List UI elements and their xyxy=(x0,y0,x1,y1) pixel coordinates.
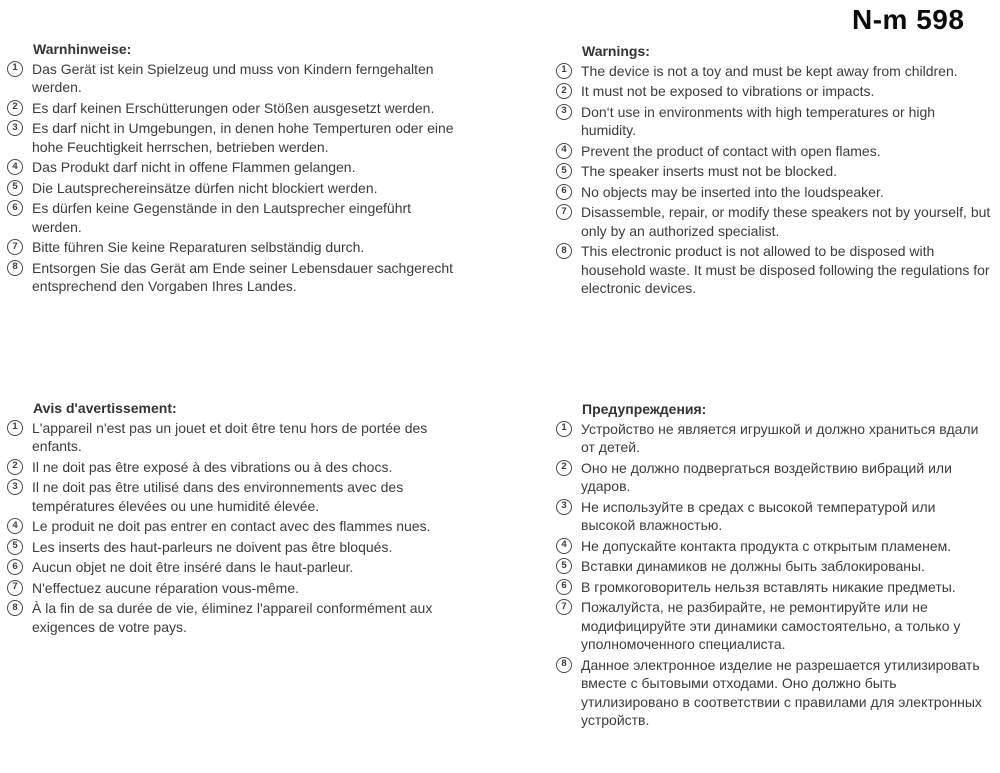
warning-item xyxy=(7,158,455,177)
warning-item xyxy=(7,238,455,257)
item-number-badge: 7 xyxy=(556,599,572,615)
warning-text: Le produit ne doit pas entrer en contact avec des flammes nues. xyxy=(32,518,431,534)
warning-item xyxy=(7,199,455,236)
warning-text: Das Gerät ist kein Spielzeug und muss von Kindern ferngehalten werden. xyxy=(32,60,434,95)
item-number-badge: 1 xyxy=(7,420,23,436)
warning-item xyxy=(7,458,455,477)
section-title-fr: Avis d'avertissement: xyxy=(33,400,177,416)
warning-item xyxy=(7,179,455,198)
warning-item xyxy=(556,82,992,101)
item-number-badge: 5 xyxy=(7,539,23,555)
item-number-badge: 6 xyxy=(7,200,23,216)
warning-item xyxy=(556,62,992,81)
warning-item xyxy=(556,557,992,576)
warning-item xyxy=(556,142,992,161)
warning-item xyxy=(556,598,992,654)
item-number-badge: 7 xyxy=(556,204,572,220)
warning-text: Пожалуйста, не разбирайте, не ремонтируйте или не модифицируйте эти динамики самостоятельно, а только у уполномоченного специалиста. xyxy=(581,599,961,652)
warning-text: Die Lautsprechereinsätze dürfen nicht blockiert werden. xyxy=(32,179,378,196)
warning-text: No objects may be inserted into the loudspeaker. xyxy=(581,183,884,200)
warning-text: It must not be exposed to vibrations or impacts. xyxy=(581,83,875,99)
warning-text: Don‘t use in environments with high temperatures or high humidity. xyxy=(581,103,936,138)
item-number-badge: 8 xyxy=(556,243,572,259)
warning-text: Es dürfen keine Gegenstände in den Lautsprecher eingeführt werden. xyxy=(32,200,412,235)
warning-text: Aucun objet ne doit être inséré dans le haut-parleur. xyxy=(32,559,354,575)
warning-item xyxy=(7,60,455,97)
warning-text: The speaker inserts must not be blocked. xyxy=(581,163,838,179)
warning-text: Das Produkt darf nicht in offene Flammen gelangen. xyxy=(32,159,356,175)
warning-item xyxy=(7,99,455,118)
warning-list-en xyxy=(556,62,992,298)
warning-list-ru xyxy=(556,420,992,730)
item-number-badge: 6 xyxy=(556,579,572,595)
item-number-badge: 2 xyxy=(7,100,23,116)
section-title-ru: Предупреждения: xyxy=(582,401,707,417)
item-number-badge: 2 xyxy=(556,460,572,476)
warning-item xyxy=(7,579,455,598)
section-warnings-ru xyxy=(556,400,992,732)
warning-list-de xyxy=(7,60,455,296)
warning-text: Bitte führen Sie keine Reparaturen selbständig durch. xyxy=(32,239,365,255)
warning-item xyxy=(556,162,992,181)
item-number-badge: 4 xyxy=(7,518,23,534)
warning-text: Prevent the product of contact with open flames. xyxy=(581,142,881,159)
warning-text: Не используйте в средах с высокой температурой или высокой влажностью. xyxy=(581,498,936,533)
warning-text: Не допускайте контакта продукта с открытым пламенем. xyxy=(581,537,952,554)
warning-text: Disassemble, repair, or modify these speakers not by yourself, but only by an authorized specialist. xyxy=(581,204,991,239)
item-number-badge: 5 xyxy=(556,558,572,574)
section-warnings-en xyxy=(556,42,992,300)
item-number-badge: 6 xyxy=(556,184,572,200)
warning-item xyxy=(556,459,992,496)
item-number-badge: 1 xyxy=(556,63,572,79)
warning-text: Es darf keinen Erschütterungen oder Stößen ausgesetzt werden. xyxy=(32,99,435,116)
warning-item xyxy=(7,419,455,456)
warning-item xyxy=(7,558,455,577)
item-number-badge: 6 xyxy=(7,559,23,575)
warning-text: Entsorgen Sie das Gerät am Ende seiner Lebensdauer sachgerecht entsprechend den Vorgaben Ihres Landes. xyxy=(32,259,454,294)
item-number-badge: 3 xyxy=(556,104,572,120)
warning-text: Les inserts des haut-parleurs ne doivent pas être bloqués. xyxy=(32,538,393,555)
item-number-badge: 3 xyxy=(556,499,572,515)
warning-text: N'effectuez aucune réparation vous-même. xyxy=(32,579,300,596)
warning-text: Il ne doit pas être utilisé dans des environnements avec des températures élevées ou une humidité élevée. xyxy=(32,479,404,514)
section-title-de: Warnhinweise: xyxy=(33,41,132,57)
item-number-badge: 4 xyxy=(556,143,572,159)
item-number-badge: 4 xyxy=(556,538,572,554)
item-number-badge: 3 xyxy=(7,120,23,136)
warning-item xyxy=(556,656,992,730)
warning-text: Il ne doit pas être exposé à des vibrations ou à des chocs. xyxy=(32,458,393,475)
item-number-badge: 7 xyxy=(7,239,23,255)
item-number-badge: 3 xyxy=(7,479,23,495)
warning-item xyxy=(556,103,992,140)
warning-item xyxy=(556,537,992,556)
warning-item xyxy=(556,242,992,298)
warning-text: This electronic product is not allowed to be disposed with household waste. It must be disposed following the regulations for electronic devices. xyxy=(581,243,990,296)
item-number-badge: 1 xyxy=(7,61,23,77)
warning-item xyxy=(7,478,455,515)
warning-item xyxy=(7,538,455,557)
section-warnings-fr xyxy=(7,399,455,638)
warning-text: The device is not a toy and must be kept away from children. xyxy=(581,62,958,79)
item-number-badge: 8 xyxy=(7,260,23,276)
warning-list-fr xyxy=(7,419,455,637)
warning-item xyxy=(556,498,992,535)
warning-item xyxy=(556,183,992,202)
warning-text: Оно не должно подвергаться воздействию вибраций или ударов. xyxy=(581,459,952,494)
warning-text: À la fin de sa durée de vie, éliminez l'appareil conformément aux exigences de votre pays. xyxy=(32,600,433,635)
item-number-badge: 5 xyxy=(7,180,23,196)
warning-text: L'appareil n'est pas un jouet et doit être tenu hors de portée des enfants. xyxy=(32,419,428,454)
warning-item xyxy=(556,578,992,597)
warning-item xyxy=(7,599,455,636)
item-number-badge: 8 xyxy=(7,600,23,616)
warning-item xyxy=(7,259,455,296)
warning-item xyxy=(556,203,992,240)
item-number-badge: 2 xyxy=(556,83,572,99)
item-number-badge: 2 xyxy=(7,459,23,475)
warning-text: В громкоговоритель нельзя вставлять никакие предметы. xyxy=(581,578,956,595)
warning-text: Данное электронное изделие не разрешается утилизировать вместе с бытовыми отходами. Оно должно быть утилизировано в соответствии с правилами для электронных устройств. xyxy=(581,656,982,728)
model-number: N-m 598 xyxy=(852,4,965,35)
warning-item xyxy=(556,420,992,457)
item-number-badge: 8 xyxy=(556,657,572,673)
warning-item xyxy=(7,119,455,156)
warning-item xyxy=(7,517,455,536)
item-number-badge: 5 xyxy=(556,163,572,179)
section-title-en: Warnings: xyxy=(582,43,650,59)
item-number-badge: 1 xyxy=(556,421,572,437)
warning-text: Es darf nicht in Umgebungen, in denen hohe Temperturen oder eine hohe Feuchtigkeit herrschen, betrieben werden. xyxy=(32,120,454,155)
warning-text: Вставки динамиков не должны быть заблокированы. xyxy=(581,558,925,574)
item-number-badge: 4 xyxy=(7,159,23,175)
warning-text: Устройство не является игрушкой и должно храниться вдали от детей. xyxy=(581,420,979,455)
section-warnings-de xyxy=(7,40,455,298)
item-number-badge: 7 xyxy=(7,580,23,596)
